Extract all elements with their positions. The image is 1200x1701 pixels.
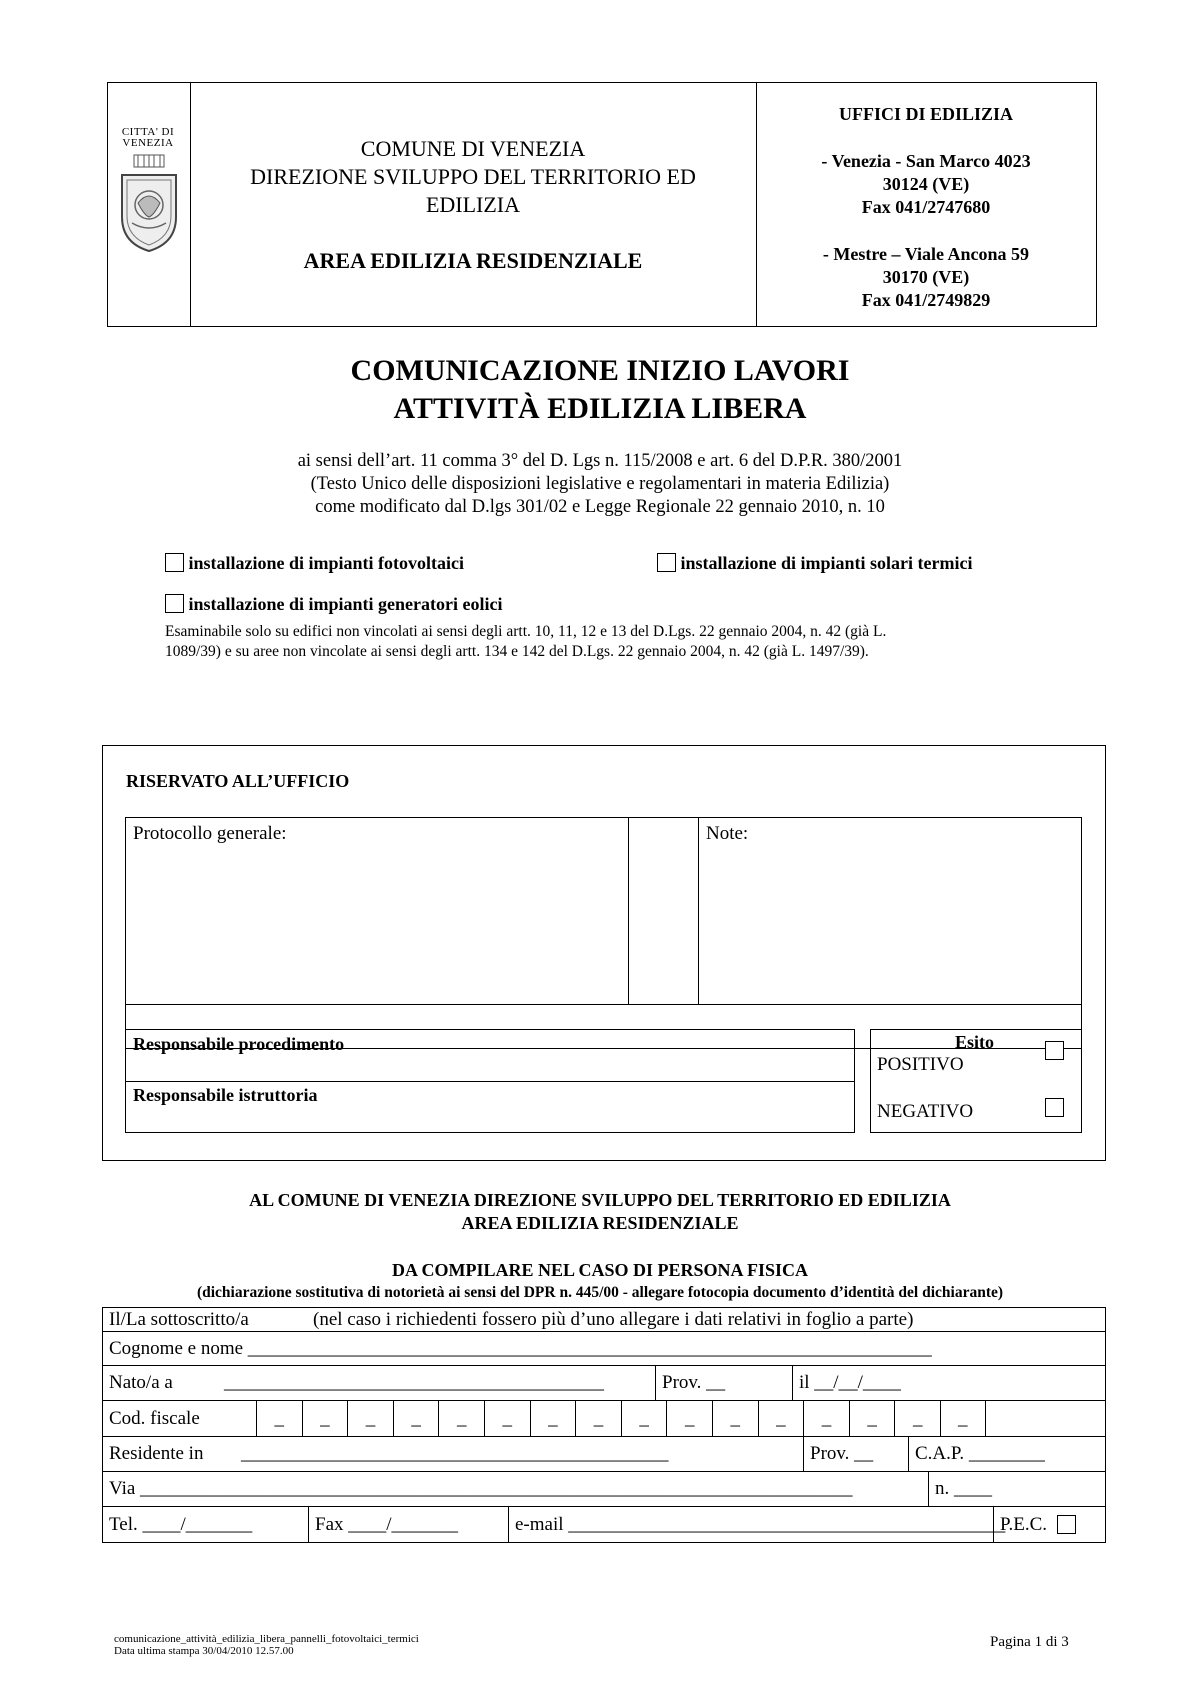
cod-fiscale-char-cell[interactable]: _ bbox=[758, 1401, 804, 1436]
cod-fiscale-char-cell[interactable]: _ bbox=[575, 1401, 621, 1436]
row-contatti bbox=[103, 1507, 1105, 1542]
legal-reference: ai sensi dell’art. 11 comma 3° del D. Lgs n. 115/2008 e art. 6 del D.P.R. 380/2001 (Testo Unico delle disposizioni legislative e regolamentari in materia Edilizia) come modificato dal D.lgs 301/02 e Legge Regionale 22 gennaio 2010, n. 10 bbox=[297, 451, 903, 517]
option-solari-termici[interactable]: installazione di impianti solari termici bbox=[657, 553, 972, 574]
row-sottoscritto bbox=[103, 1308, 1105, 1332]
cod-fiscale-char-cell[interactable]: _ bbox=[803, 1401, 849, 1436]
nato-label: Nato/a a bbox=[109, 1372, 173, 1393]
cod-fiscale-char-cell[interactable]: _ bbox=[302, 1401, 348, 1436]
row-nato bbox=[103, 1366, 1105, 1401]
prov-residenza-field[interactable]: Prov. __ bbox=[803, 1437, 908, 1471]
cod-fiscale-char-cell[interactable]: _ bbox=[712, 1401, 758, 1436]
responsabile-procedimento-label: Responsabile procedimento bbox=[133, 1034, 345, 1054]
option-eolici[interactable]: installazione di impianti generatori eolici bbox=[165, 594, 502, 615]
office-venezia-address: - Venezia - San Marco 4023 bbox=[821, 151, 1031, 171]
pec-field[interactable] bbox=[993, 1507, 1105, 1542]
office-reserved-box bbox=[102, 745, 1106, 1161]
esito-cell bbox=[870, 1029, 1082, 1133]
civico-field[interactable]: n. ____ bbox=[928, 1472, 992, 1506]
negativo-label: NEGATIVO bbox=[877, 1101, 974, 1122]
title-line-2: ATTIVITÀ EDILIZIA LIBERA bbox=[393, 392, 807, 425]
email-field[interactable]: e-mail ______________________________________________ bbox=[508, 1507, 1005, 1542]
office-venezia-cap: 30124 (VE) bbox=[882, 174, 970, 194]
pec-label: P.E.C. bbox=[1000, 1513, 1047, 1535]
checkbox-pec[interactable] bbox=[1057, 1515, 1076, 1534]
cod-fiscale-char-cell[interactable]: _ bbox=[438, 1401, 484, 1436]
page-number: Pagina 1 di 3 bbox=[990, 1634, 1069, 1650]
footer-print-date: Data ultima stampa 30/04/2010 12.57.00 bbox=[114, 1645, 294, 1657]
cod-fiscale-char-cell[interactable]: _ bbox=[393, 1401, 439, 1436]
option-note: Esaminabile solo su edifici non vincolati ai sensi degli artt. 10, 11, 12 e 13 del D.Lgs. 22 gennaio 2004, n. 42 (già L. 1089/39) e su aree non vincolate ai sensi degli artt. 134 e 142 del D.Lgs. 22 gennaio 2004, n. 42 (già L. 1497/39). bbox=[165, 623, 887, 660]
office-mestre-address: - Mestre – Viale Ancona 59 bbox=[822, 244, 1030, 264]
cod-fiscale-char-cell[interactable]: _ bbox=[940, 1401, 986, 1436]
cod-fiscale-char-cell[interactable]: _ bbox=[484, 1401, 530, 1436]
data-nascita-field[interactable]: il __/__/____ bbox=[792, 1366, 901, 1400]
cod-fiscale-char-cell[interactable]: _ bbox=[621, 1401, 667, 1436]
checkbox-negativo[interactable] bbox=[1045, 1098, 1064, 1117]
section-note: (dichiarazione sostitutiva di notorietà ai sensi del DPR n. 445/00 - allegare fotocopia documento d’identità del dichiarante) bbox=[196, 1284, 1004, 1301]
residente-field[interactable]: _____________________________________________ bbox=[241, 1443, 669, 1464]
venice-lion-emblem-icon bbox=[118, 153, 180, 253]
row-cognome[interactable] bbox=[103, 1332, 1105, 1366]
document-header bbox=[107, 82, 1097, 327]
office-reserved-title: RISERVATO ALL’UFFICIO bbox=[126, 771, 350, 791]
fax-field[interactable]: Fax ____/_______ bbox=[308, 1507, 458, 1542]
header-line-edilizia: EDILIZIA bbox=[425, 192, 521, 217]
row-residente bbox=[103, 1437, 1105, 1472]
positivo-label: POSITIVO bbox=[877, 1054, 964, 1075]
footer-filename: comunicazione_attività_edilizia_libera_pannelli_fotovoltaici_termici bbox=[114, 1633, 419, 1645]
checkbox-eolici[interactable] bbox=[165, 594, 184, 613]
title-line-1: COMUNICAZIONE INIZIO LAVORI bbox=[350, 354, 850, 387]
residente-label: Residente in bbox=[109, 1443, 204, 1464]
cod-fiscale-char-cell[interactable]: _ bbox=[894, 1401, 940, 1436]
document-title bbox=[0, 352, 1200, 428]
cap-field[interactable]: C.A.P. ________ bbox=[908, 1437, 1045, 1471]
cod-fiscale-char-cell[interactable]: _ bbox=[256, 1401, 302, 1436]
cod-fiscale-char-cell[interactable]: _ bbox=[849, 1401, 895, 1436]
protocol-row bbox=[125, 817, 1082, 1049]
checkbox-fotovoltaici[interactable] bbox=[165, 553, 184, 572]
header-line-comune: COMUNE DI VENEZIA bbox=[360, 136, 586, 161]
logo-cell bbox=[108, 83, 191, 326]
section-title: DA COMPILARE NEL CASO DI PERSONA FISICA bbox=[391, 1260, 809, 1280]
office-mestre-cap: 30170 (VE) bbox=[882, 267, 970, 287]
responsabile-istruttoria-label: Responsabile istruttoria bbox=[133, 1085, 318, 1105]
responsible-cell bbox=[125, 1029, 855, 1133]
checkbox-solari-termici[interactable] bbox=[657, 553, 676, 572]
row-cod-fiscale bbox=[103, 1401, 1105, 1437]
esito-label: Esito bbox=[955, 1032, 995, 1052]
protocollo-label: Protocollo generale: bbox=[133, 823, 287, 844]
sottoscritto-label: Il/La sottoscritto/a bbox=[109, 1308, 249, 1330]
header-line-direzione: DIREZIONE SVILUPPO DEL TERRITORIO ED bbox=[250, 164, 696, 189]
cod-fiscale-label: Cod. fiscale bbox=[109, 1407, 200, 1429]
cod-fiscale-char-cell[interactable]: _ bbox=[666, 1401, 712, 1436]
nato-field[interactable]: ________________________________________ bbox=[224, 1372, 604, 1393]
header-area: AREA EDILIZIA RESIDENZIALE bbox=[303, 248, 643, 273]
office-venezia-fax: Fax 041/2747680 bbox=[861, 197, 991, 217]
option-fotovoltaici[interactable]: installazione di impianti fotovoltaici bbox=[165, 553, 464, 574]
applicant-data-table bbox=[102, 1307, 1106, 1543]
offices-title: UFFICI DI EDILIZIA bbox=[838, 104, 1014, 124]
city-logo-text: CITTA' DI VENEZIA bbox=[121, 126, 175, 149]
via-field[interactable]: Via ___________________________________________________________________________ bbox=[109, 1478, 853, 1499]
row-via bbox=[103, 1472, 1105, 1507]
tel-field[interactable]: Tel. ____/_______ bbox=[109, 1513, 253, 1535]
note-label: Note: bbox=[706, 823, 749, 844]
cod-fiscale-char-cell[interactable]: _ bbox=[347, 1401, 393, 1436]
cognome-field[interactable]: Cognome e nome ________________________________________________________________________ bbox=[109, 1337, 932, 1359]
footer-info bbox=[114, 1633, 419, 1657]
addressee: AL COMUNE DI VENEZIA DIREZIONE SVILUPPO DEL TERRITORIO ED EDILIZIA AREA EDILIZIA RESIDENZIALE bbox=[249, 1190, 951, 1233]
cod-fiscale-char-cell[interactable]: _ bbox=[530, 1401, 576, 1436]
header-title-cell bbox=[190, 83, 757, 326]
offices-cell bbox=[756, 83, 1096, 326]
office-mestre-fax: Fax 041/2749829 bbox=[861, 290, 991, 310]
sottoscritto-note: (nel caso i richiedenti fossero più d’uno allegare i dati relativi in foglio a parte) bbox=[313, 1308, 914, 1330]
checkbox-positivo[interactable] bbox=[1045, 1041, 1064, 1060]
prov-nascita-field[interactable]: Prov. __ bbox=[655, 1366, 792, 1400]
